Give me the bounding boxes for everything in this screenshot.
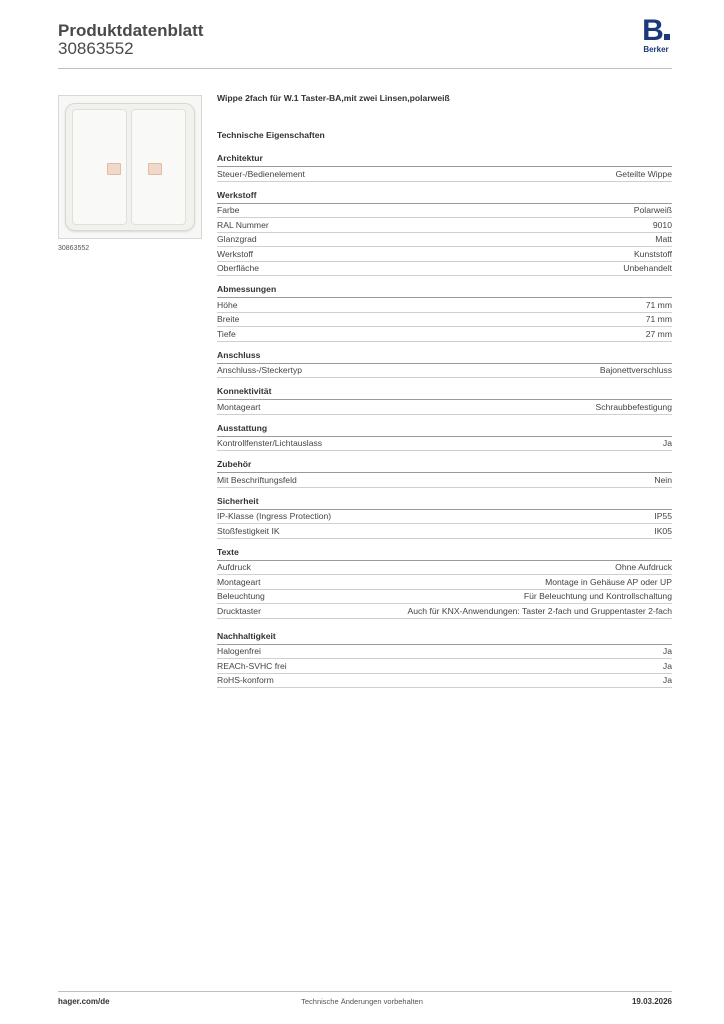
spec-label: Oberfläche xyxy=(217,263,260,274)
spec-row xyxy=(217,590,672,605)
spec-value: Montage in Gehäuse AP oder UP xyxy=(545,576,672,587)
group-title: Werkstoff xyxy=(217,190,672,204)
spec-value: Bajonettverschluss xyxy=(599,365,672,376)
spec-label: Kontrollfenster/Lichtauslass xyxy=(217,438,323,449)
spec-label: Montageart xyxy=(217,576,261,587)
spec-group xyxy=(217,423,672,452)
spec-row xyxy=(217,437,672,452)
switch-plate xyxy=(65,103,195,231)
spec-row xyxy=(217,473,672,488)
spec-label: RAL Nummer xyxy=(217,219,269,230)
spec-group xyxy=(217,496,672,539)
spec-group xyxy=(217,459,672,488)
spec-value: Ja xyxy=(662,646,672,657)
footer-date: 19.03.2026 xyxy=(631,997,672,1006)
product-title: Wippe 2fach für W.1 Taster-BA,mit zwei Linsen,polarweiß xyxy=(217,93,450,103)
spec-row xyxy=(217,298,672,313)
spec-value: Ja xyxy=(662,675,672,686)
spec-group xyxy=(217,153,672,182)
spec-group xyxy=(217,631,672,689)
berker-logo xyxy=(638,14,674,54)
rocker-left xyxy=(72,109,127,225)
group-title: Texte xyxy=(217,547,672,561)
spec-row xyxy=(217,400,672,415)
spec-value: 9010 xyxy=(652,219,672,230)
group-title: Sicherheit xyxy=(217,496,672,510)
spec-row xyxy=(217,313,672,328)
spec-label: Beleuchtung xyxy=(217,591,265,602)
spec-label: Montageart xyxy=(217,401,261,412)
spec-value: Kunststoff xyxy=(633,248,672,259)
group-title: Nachhaltigkeit xyxy=(217,631,672,645)
spec-group xyxy=(217,547,672,619)
footer-divider xyxy=(58,991,672,992)
spec-content xyxy=(217,93,672,688)
spec-value: Unbehandelt xyxy=(623,263,672,274)
product-image xyxy=(58,95,202,239)
spec-value: Ohne Aufdruck xyxy=(615,562,672,573)
spec-row xyxy=(217,204,672,219)
spec-value: Schraubbefestigung xyxy=(595,401,672,412)
header-divider xyxy=(58,68,672,69)
rocker-right xyxy=(131,109,186,225)
group-title: Anschluss xyxy=(217,350,672,364)
spec-row xyxy=(217,645,672,660)
spec-label: Stoßfestigkeit IK xyxy=(217,525,280,536)
spec-value: 27 mm xyxy=(645,328,672,339)
spec-group xyxy=(217,350,672,379)
lens-left xyxy=(107,163,121,175)
spec-groups xyxy=(217,153,672,688)
spec-value: Ja xyxy=(662,660,672,671)
spec-row xyxy=(217,364,672,379)
spec-value: IP55 xyxy=(654,511,672,522)
spec-label: RoHS-konform xyxy=(217,675,274,686)
spec-row xyxy=(217,575,672,590)
spec-label: IP-Klasse (Ingress Protection) xyxy=(217,511,332,522)
spec-value: 71 mm xyxy=(645,314,672,325)
spec-row xyxy=(217,262,672,277)
spec-row xyxy=(217,167,672,182)
spec-label: Mit Beschriftungsfeld xyxy=(217,474,297,485)
spec-row xyxy=(217,327,672,342)
spec-row xyxy=(217,659,672,674)
spec-label: REACh-SVHC frei xyxy=(217,660,287,671)
product-number: 30863552 xyxy=(58,39,134,58)
spec-value: 71 mm xyxy=(645,299,672,310)
group-title: Abmessungen xyxy=(217,284,672,298)
spec-group xyxy=(217,284,672,342)
spec-row xyxy=(217,218,672,233)
spec-row xyxy=(217,510,672,525)
group-title: Ausstattung xyxy=(217,423,672,437)
spec-row xyxy=(217,524,672,539)
spec-label: Werkstoff xyxy=(217,248,253,259)
spec-row xyxy=(217,561,672,576)
logo-brand: Berker xyxy=(643,45,669,54)
page-title: Produktdatenblatt xyxy=(58,21,204,40)
spec-value: Auch für KNX-Anwendungen: Taster 2-fach und Gruppentaster 2-fach xyxy=(407,605,672,616)
spec-label: Steuer-/Bedienelement xyxy=(217,168,305,179)
spec-label: Halogenfrei xyxy=(217,646,261,657)
spec-label: Höhe xyxy=(217,299,238,310)
spec-label: Anschluss-/Steckertyp xyxy=(217,365,303,376)
spec-row xyxy=(217,247,672,262)
spec-row xyxy=(217,233,672,248)
image-caption: 30863552 xyxy=(58,245,90,252)
spec-label: Drucktaster xyxy=(217,605,261,616)
spec-label: Farbe xyxy=(217,205,240,216)
spec-value: IK05 xyxy=(654,525,672,536)
spec-label: Glanzgrad xyxy=(217,234,257,245)
group-title: Konnektivität xyxy=(217,386,672,400)
spec-value: Für Beleuchtung und Kontrollschaltung xyxy=(523,591,672,602)
section-heading: Technische Eigenschaften xyxy=(217,130,325,140)
lens-right xyxy=(148,163,162,175)
footer-disclaimer: Technische Änderungen vorbehalten xyxy=(301,997,423,1006)
footer-website: hager.com/de xyxy=(58,997,110,1006)
spec-label: Tiefe xyxy=(217,328,236,339)
group-title: Architektur xyxy=(217,153,672,167)
spec-row xyxy=(217,674,672,689)
spec-value: Matt xyxy=(655,234,672,245)
spec-value: Ja xyxy=(662,438,672,449)
spec-value: Geteilte Wippe xyxy=(615,168,672,179)
logo-mark: B xyxy=(642,14,663,47)
spec-row xyxy=(217,604,672,619)
spec-label: Aufdruck xyxy=(217,562,251,573)
spec-label: Breite xyxy=(217,314,240,325)
group-title: Zubehör xyxy=(217,459,672,473)
spec-value: Nein xyxy=(654,474,672,485)
spec-value: Polarweiß xyxy=(633,205,672,216)
spec-group xyxy=(217,386,672,415)
spec-group xyxy=(217,190,672,277)
